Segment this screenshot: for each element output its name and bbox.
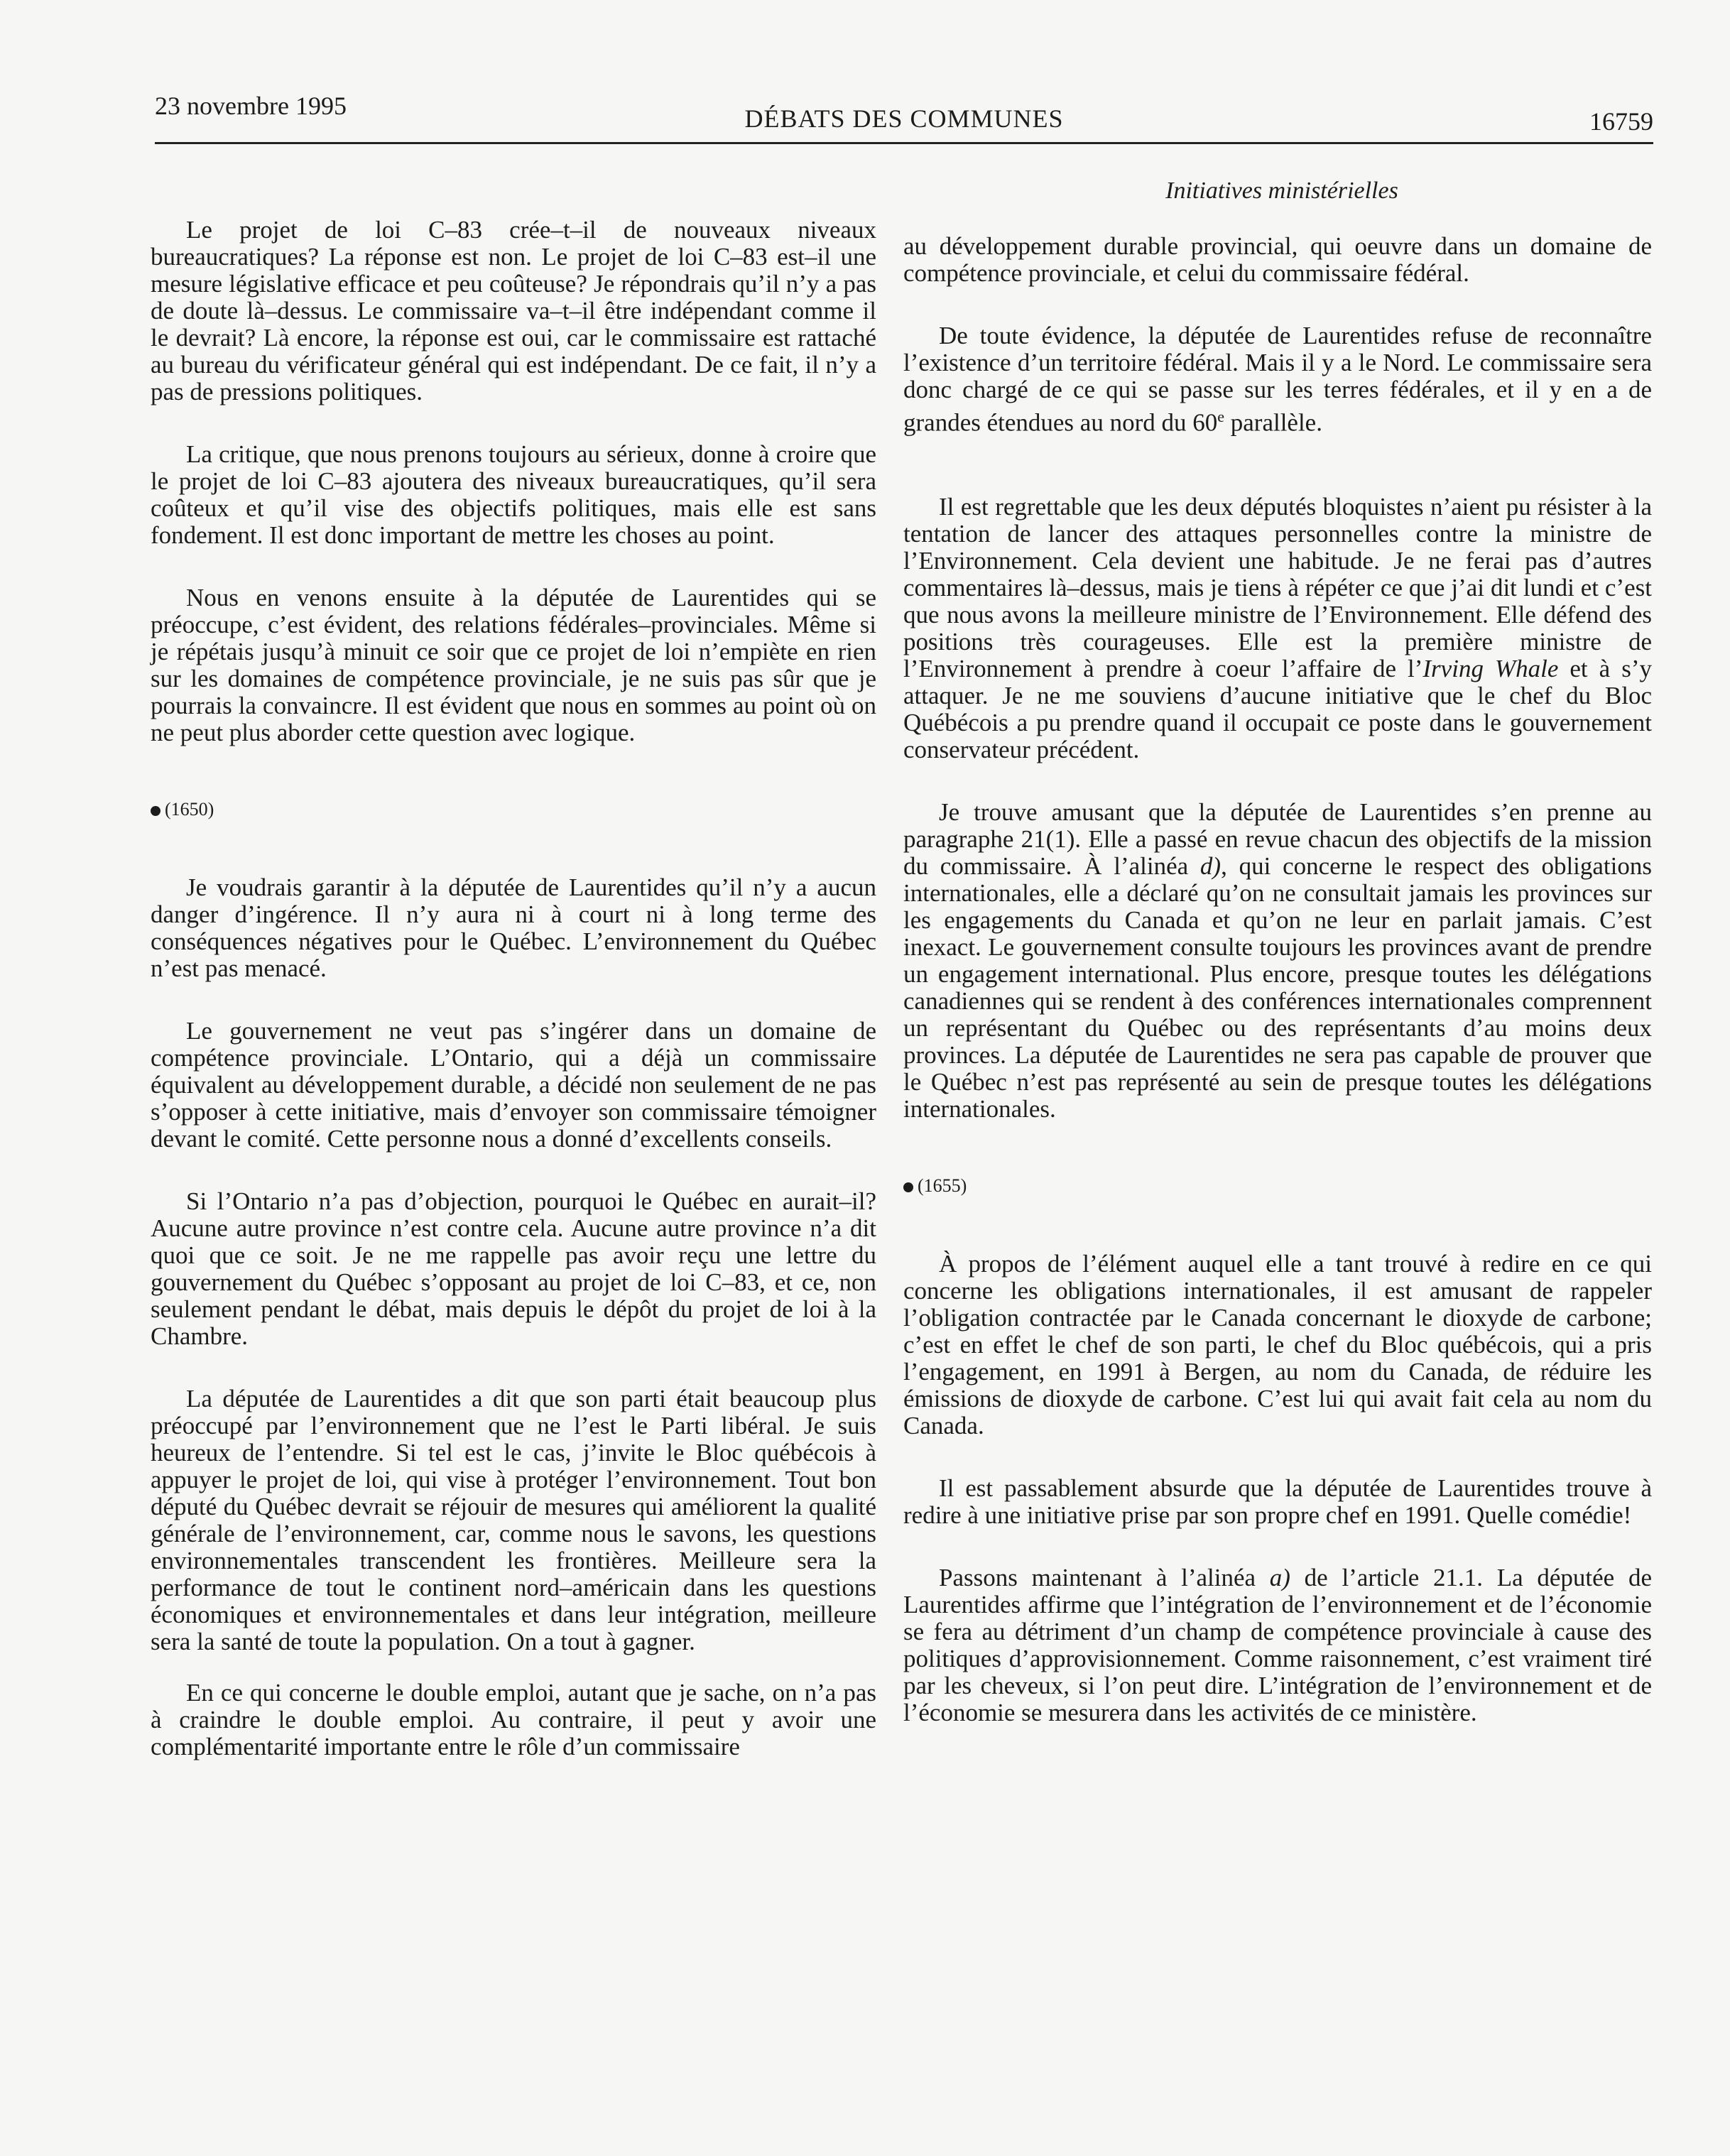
paragraph: À propos de l’élément auquel elle a tant trouvé à redire en ce qui concerne les obligations internationales, il est amusant de rappeler l’obligation contractée par le Canada concernant le dioxyde de carbone; c’est en effet le chef de son parti, le chef du Bloc québécois, qui a pris l’engagement, en 1991 à Bergen, au nom du Canada, de réduire les émissions de dioxyde de carbone. C’est lui qui avait fait cela au nom du Canada. bbox=[903, 1249, 1652, 1439]
bullet-icon bbox=[903, 1182, 913, 1192]
bullet-icon bbox=[151, 806, 161, 816]
time-marker bbox=[151, 796, 876, 823]
paragraph: Je trouve amusant que la députée de Laurentides s’en prenne au paragraphe 21(1). Elle a passé en revue chacun des objectifs de la mission du commissaire. À l’alinéa d), qui concerne le respect des obligations internationales, elle a déclaré qu’on ne consultait jamais les provinces sur les engagements du Canada et qu’on ne leur en parlait jamais. C’est inexact. Le gouvernement consulte toujours les provinces avant de prendre un engagement international. Plus encore, presque toutes les délégations canadiennes qui se rendent à des conférences internationales comprennent un représentant du Québec ou des représentants d’au moins deux provinces. La députée de Laurentides ne sera pas capable de prouver que le Québec n’est pas représenté au sein de presque toutes les délégations internationales. bbox=[903, 797, 1653, 1123]
left-column bbox=[151, 217, 876, 1760]
paragraph: En ce qui concerne le double emploi, autant que je sache, on n’a pas à craindre le double emploi. Au contraire, il peut y avoir une complémentarité importante entre le rôle d’un commissaire bbox=[151, 1679, 876, 1760]
page-header bbox=[155, 91, 1653, 144]
paragraph: Il est regrettable que les deux députés bloquistes n’aient pu résister à la tentation de lancer des attaques personnelles contre la ministre de l’Environnement. Cela devient une habitude. Je ne ferai pas d’autres commentaires là–dessus, mais je tiens à répéter ce que j’ai dit lundi et c’est que nous avons la meilleure ministre de l’Environnement. Elle défend des positions très courageuses. Elle est la première ministre de l’Environnement à prendre à coeur l’affaire de l’Irving Whale et à s’y attaquer. Je ne me souviens d’aucune initiative que le chef du Bloc Québécois a pu prendre quand il occupait ce poste dans le gouvernement conservateur précédent. bbox=[903, 492, 1652, 763]
paragraph: Le projet de loi C–83 crée–t–il de nouveaux niveaux bureaucratiques? La réponse est non. Le projet de loi C–83 est–il une mesure législative efficace et peu coûteuse? Je répondrais qu’il n’y a pas de doute là–dessus. Le commissaire va–t–il être indépendant comme il le devrait? Là encore, la réponse est oui, car le commissaire est rattaché au bureau du vérificateur général qui est indépendant. De ce fait, il n’y a pas de pressions politiques. bbox=[151, 216, 876, 405]
paragraph: Je voudrais garantir à la députée de Laurentides qu’il n’y a aucun danger d’ingérence. Il n’y aura ni à court ni à long terme des conséquences négatives pour le Québec. L’environnement du Québec n’est pas menacé. bbox=[151, 873, 876, 982]
publication-title: DÉBATS DES COMMUNES bbox=[744, 104, 1064, 133]
paragraph: La critique, que nous prenons toujours au sérieux, donne à croire que le projet de loi C–83 ajoutera des niveaux bureaucratiques, qu’il sera coûteux et qu’il vise des objectifs politiques, mais elle est sans fondement. Il est donc important de mettre les choses au point. bbox=[151, 440, 876, 549]
paragraph: Le gouvernement ne veut pas s’ingérer dans un domaine de compétence provinciale. L’Ontario, qui a déjà un commissaire équivalent au développement durable, a décidé non seulement de ne pas s’opposer à cette initiative, mais d’envoyer son commissaire témoigner devant le comité. Cette personne nous a donné d’excellents conseils. bbox=[151, 1017, 876, 1153]
paragraph-continued: au développement durable provincial, qui oeuvre dans un domaine de compétence provinciale, et celui du commissaire fédéral. bbox=[903, 232, 1652, 287]
time-marker-label: (1655) bbox=[918, 1175, 967, 1196]
time-marker bbox=[903, 1172, 1652, 1199]
paragraph: De toute évidence, la députée de Laurentides refuse de reconnaître l’existence d’un territoire fédéral. Mais il y a le Nord. Le commissaire sera donc chargé de ce qui se passe sur les terres fédérales, et il y en a de grandes étendues au nord du 60e parallèle. bbox=[903, 322, 1652, 437]
time-marker-label: (1650) bbox=[165, 799, 214, 820]
section-heading: Initiatives ministérielles bbox=[1165, 178, 1398, 204]
paragraph: Il est passablement absurde que la députée de Laurentides trouve à redire à une initiative prise par son propre chef en 1991. Quelle comédie! bbox=[903, 1474, 1652, 1529]
page-number: 16759 bbox=[1589, 107, 1653, 136]
right-column bbox=[903, 233, 1652, 1726]
paragraph: Nous en venons ensuite à la députée de Laurentides qui se préoccupe, c’est évident, des relations fédérales–provinciales. Même si je répétais jusqu’à minuit ce soir que ce projet de loi n’empiète en rien sur les domaines de compétence provinciale, je ne suis pas sûr que je pourrais la convaincre. Il est évident que nous en sommes au point où on ne peut plus aborder cette question avec logique. bbox=[151, 584, 876, 746]
paragraph: La députée de Laurentides a dit que son parti était beaucoup plus préoccupé par l’environnement que ne l’est le Parti libéral. Je suis heureux de l’entendre. Si tel est le cas, j’invite le Bloc québécois à appuyer le projet de loi, qui vise à protéger l’environnement. Tout bon député du Québec devrait se réjouir de mesures qui améliorent la qualité générale de l’environnement, car, comme nous le savons, les questions environnementales transcendent les frontières. Meilleure sera la performance de tout le continent nord–américain dans les questions économiques et environnementales et dans leur intégration, meilleure sera la santé de toute la population. On a tout à gagner. bbox=[151, 1385, 876, 1655]
header-date: 23 novembre 1995 bbox=[155, 92, 347, 120]
paragraph: Passons maintenant à l’alinéa a) de l’article 21.1. La députée de Laurentides affirme que l’intégration de l’environnement et de l’économie se fera au détriment d’un champ de compétence provinciale à cause des politiques d’approvisionnement. Comme raisonnement, c’est vraiment tiré par les cheveux, si l’on peut dire. L’intégration de l’environnement et de l’économie se mesurera dans les activités de ce ministère. bbox=[903, 1563, 1652, 1726]
paragraph: Si l’Ontario n’a pas d’objection, pourquoi le Québec en aurait–il? Aucune autre province n’est contre cela. Aucune autre province n’a dit quoi que ce soit. Je ne me rappelle pas avoir reçu une lettre du gouvernement du Québec s’opposant au projet de loi C–83, et ce, non seulement pendant le débat, mais depuis le dépôt du projet de loi à la Chambre. bbox=[151, 1187, 876, 1350]
